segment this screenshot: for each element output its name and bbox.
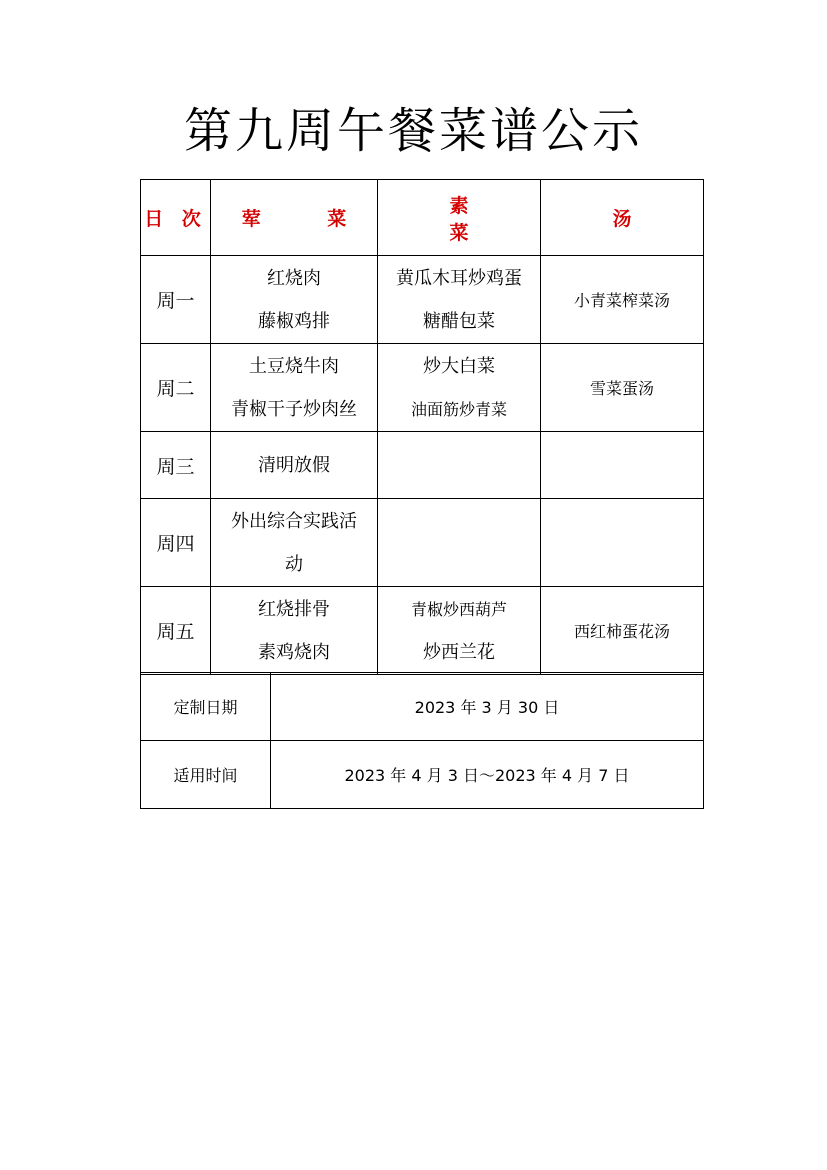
made-date-value: 2023 年 3 月 30 日 [271,673,704,741]
meat-cell [211,432,378,499]
day-cell: 周一 [141,256,211,344]
veg-dish: 油面筋炒青菜 [410,399,507,419]
day-cell: 周二 [141,344,211,432]
soup-cell: 小青菜榨菜汤 [541,256,704,344]
meat-dish: 素鸡烧肉 [258,641,330,663]
soup-cell: 西红柿蛋花汤 [541,587,704,675]
day-cell: 周三 [141,432,211,499]
soup-cell [541,432,704,499]
made-date-label: 定制日期 [141,673,271,741]
apply-time-value: 2023 年 4 月 3 日～2023 年 4 月 7 日 [271,741,704,809]
header-day: 日 次 [141,180,211,256]
table-row [141,432,704,499]
table-row [141,587,704,675]
veg-cell [378,432,541,499]
apply-time-label: 适用时间 [141,741,271,809]
veg-cell [378,587,541,675]
veg-dish: 青椒炒西葫芦 [410,599,507,619]
meat-dish: 清明放假 [258,454,330,476]
veg-dish: 黄瓜木耳炒鸡蛋 [396,267,522,289]
day-cell: 周四 [141,499,211,587]
meat-dish: 红烧排骨 [258,598,330,620]
table-row [141,256,704,344]
veg-dish: 炒西兰花 [423,641,495,663]
header-row [141,180,704,256]
page-title: 第九周午餐菜谱公示 [183,103,643,159]
veg-dish: 糖醋包菜 [423,310,495,332]
meat-dish: 藤椒鸡排 [258,310,330,332]
table-row [141,499,704,587]
meat-dish: 动 [285,553,303,575]
table-row [141,344,704,432]
veg-cell [378,344,541,432]
info-row-apply [141,741,704,809]
soup-cell: 雪菜蛋汤 [541,344,704,432]
meat-cell [211,587,378,675]
meat-dish: 青椒干子炒肉丝 [231,398,357,420]
meat-dish: 外出综合实践活 [231,510,357,532]
soup-cell [541,499,704,587]
meat-dish: 土豆烧牛肉 [249,355,339,377]
meat-cell [211,344,378,432]
header-meat: 荤 菜 [211,180,378,256]
meat-cell [211,256,378,344]
veg-dish: 炒大白菜 [423,355,495,377]
veg-cell [378,256,541,344]
menu-table [140,179,704,675]
header-soup: 汤 [541,180,704,256]
day-cell: 周五 [141,587,211,675]
veg-cell [378,499,541,587]
header-veg: 素 菜 [378,180,541,256]
info-table [140,672,704,809]
meat-dish: 红烧肉 [267,267,321,289]
info-row-made [141,673,704,741]
meat-cell [211,499,378,587]
